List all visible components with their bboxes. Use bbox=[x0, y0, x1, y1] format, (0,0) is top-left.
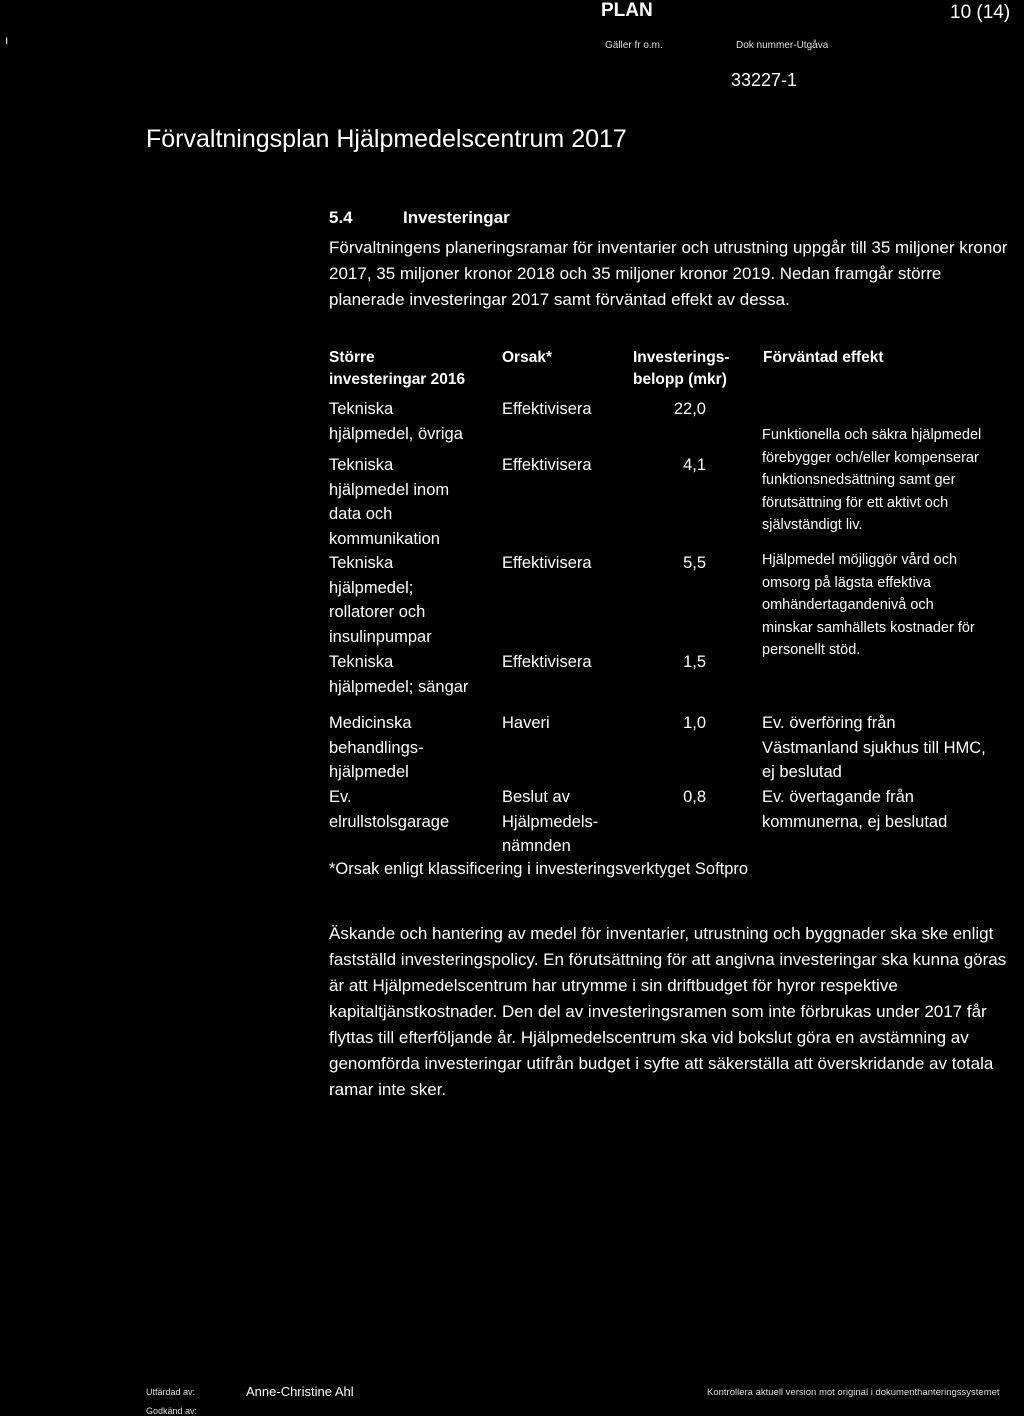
valid-from-label: Gäller fr o.m. bbox=[605, 40, 663, 51]
issued-by-name: Anne-Christine Ahl bbox=[246, 1384, 354, 1399]
table-row-reason: Effektivisera bbox=[502, 653, 592, 671]
table-row-effect: Ev. överföring från Västmanland sjukhus till HMC, ej beslutad bbox=[762, 714, 986, 781]
approved-by-label: Godkänd av: bbox=[146, 1406, 198, 1416]
margin-mark: ı bbox=[5, 33, 9, 47]
table-row-amount: 22,0 bbox=[673, 400, 706, 418]
section-title: Investeringar bbox=[403, 208, 510, 227]
table-row-name: Medicinska behandlings- hjälpmedel bbox=[329, 714, 424, 781]
table-footnote: *Orsak enligt klassificering i investeringsverktyget Softpro bbox=[329, 860, 749, 878]
table-row-name: Tekniska hjälpmedel inom data och kommunikation bbox=[329, 456, 450, 548]
table-row-reason: Effektivisera bbox=[502, 456, 592, 474]
table-row-reason: Haveri bbox=[502, 714, 550, 732]
doc-number-label: Dok nummer-Utgåva bbox=[736, 40, 829, 51]
col-header-amount: Investerings- belopp (mkr) bbox=[633, 349, 730, 388]
table-row-reason: Beslut av Hjälpmedels- nämnden bbox=[502, 788, 599, 855]
table-row-amount: 1,5 bbox=[683, 653, 706, 671]
table-row-name: Tekniska hjälpmedel; rollatorer och insulinpumpar bbox=[329, 554, 432, 646]
document-title: Förvaltningsplan Hjälpmedelscentrum 2017 bbox=[146, 125, 627, 153]
version-check-notice: Kontrollera aktuell version mot original i dokumenthanteringssystemet bbox=[707, 1387, 1000, 1398]
table-row-reason: Effektivisera bbox=[502, 554, 592, 572]
issued-by-label: Utfärdad av: bbox=[146, 1387, 196, 1397]
table-row-name: Ev. elrullstolsgarage bbox=[329, 788, 450, 831]
doc-number: 33227-1 bbox=[731, 70, 798, 90]
table-row-amount: 5,5 bbox=[683, 554, 706, 572]
col-header-reason: Orsak* bbox=[502, 349, 552, 366]
table-row-amount: 0,8 bbox=[683, 788, 706, 806]
section-intro-paragraph: Förvaltningens planeringsramar för inventarier och utrustning uppgår till 35 miljoner kronor 2017, 35 miljoner kronor 2018 och 35 miljoner kronor 2019. Nedan framgår större planerade investeringar 2017 samt förväntad effekt av dessa. bbox=[329, 238, 1008, 309]
table-row-effect: Ev. övertagande från kommunerna, ej beslutad bbox=[762, 788, 948, 831]
section-number: 5.4 bbox=[329, 208, 353, 227]
col-header-investment: Större investeringar 2016 bbox=[329, 349, 466, 388]
closing-paragraph: Äskande och hantering av medel för inventarier, utrustning och byggnader ska ske enligt fastställd investeringspolicy. En förutsättning för att angivna investeringar ska kunna göras är att Hjälpmedelscentrum har utrymme i sin driftbudget för hyror respektive kapitaltjänstkostnader. Den del av investeringsramen som inte förbrukas under 2017 får flyttas till efterföljande år. Hjälpmedelscentrum ska vid bokslut göra en avstämning av genomförda investeringar utifrån budget i syfte att säkerställa att överskridande av totala ramar inte sker. bbox=[329, 924, 1007, 1099]
table-row-name: Tekniska hjälpmedel; sängar bbox=[329, 653, 469, 696]
shared-effect-text: Hjälpmedel möjliggör vård och omsorg på lägsta effektiva omhändertagandenivå och minskar samhällets kostnader för personellt stöd. bbox=[762, 552, 975, 658]
page-number: 10 (14) bbox=[950, 2, 1011, 23]
table-row-amount: 1,0 bbox=[683, 714, 706, 732]
table-row-name: Tekniska hjälpmedel, övriga bbox=[329, 400, 463, 443]
document-type: PLAN bbox=[601, 0, 653, 21]
table-row-reason: Effektivisera bbox=[502, 400, 592, 418]
table-row-amount: 4,1 bbox=[683, 456, 706, 474]
shared-effect-text: Funktionella och säkra hjälpmedel förebygger och/eller kompenserar funktionsnedsättning samt ger förutsättning för ett aktivt och självständigt liv. bbox=[762, 427, 982, 533]
col-header-effect: Förväntad effekt bbox=[763, 349, 884, 366]
